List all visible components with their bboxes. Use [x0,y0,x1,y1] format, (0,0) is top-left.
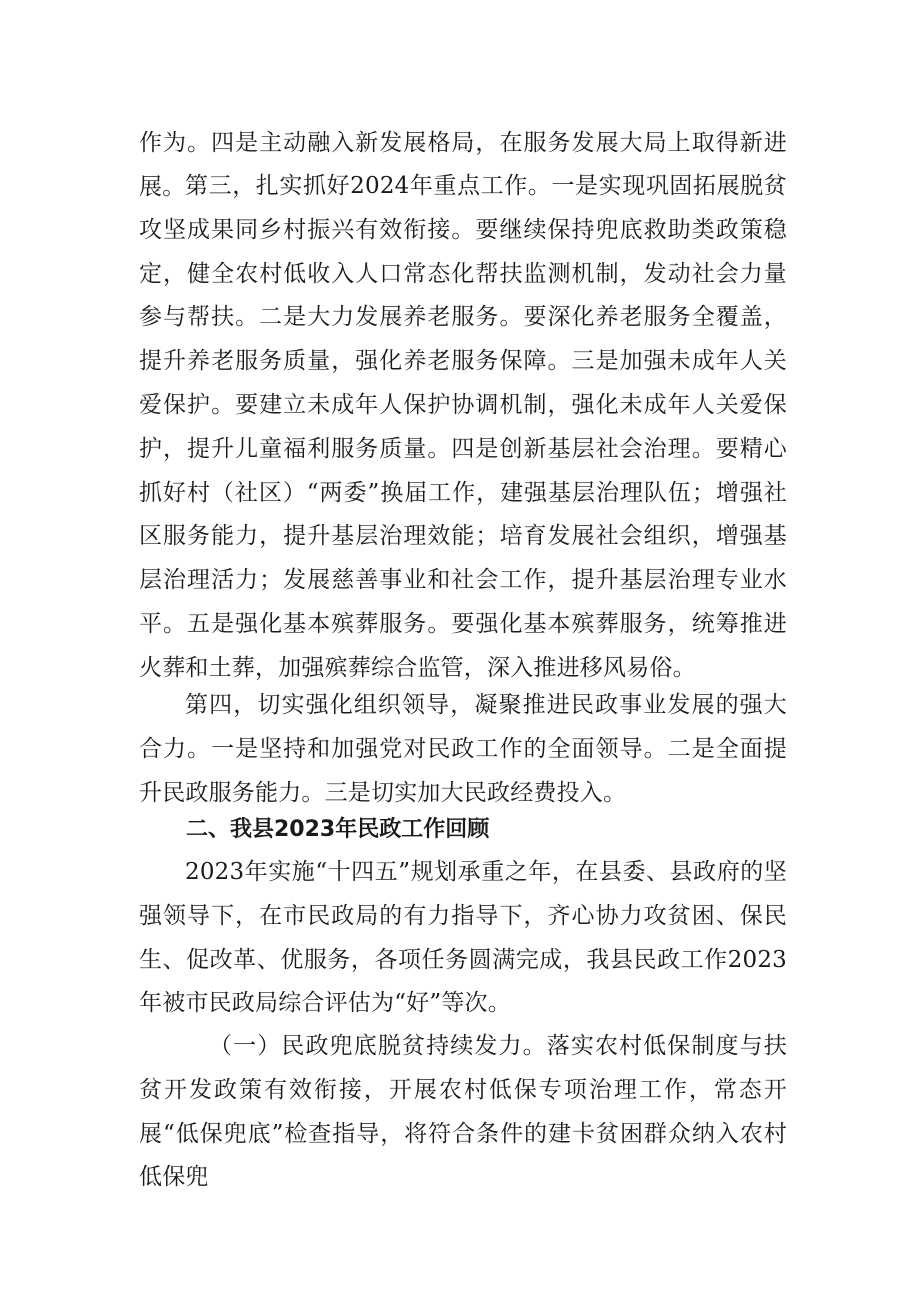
paragraph-organization-leadership: 第四，切实强化组织领导，凝聚推进民政事业发展的强大合力。一是坚持和加强党对民政工作的全面领导。二是全面提升民政服务能力。三是切实加大民政经费投入。 [139,692,787,806]
paragraph-continuation: 作为。四是主动融入新发展格局，在服务发展大局上取得新进展。 [139,130,787,200]
paragraph-2023-summary: 2023年实施“十四五”规划承重之年，在县委、县政府的坚强领导下，在市民政局的有力指导下，齐心协力攻贫困、保民生、促改革、优服务，各项任务圆满完成，我县民政工作2023年被市民政局综合评估为“好”等次。 [139,859,787,1017]
section-heading-2023-review: 二、我县2023年民政工作回顾 [186,817,490,842]
paragraph-subsection-one: （一）民政兜底脱贫持续发力。落实农村低保制度与扶贫开发政策有效衔接，开展农村低保专项治理工作，常态开展“低保兜底”检查指导，将符合条件的建卡贫困群众纳入农村低保兜 [139,1033,787,1191]
paragraph-key-work-2024: 第三，扎实抓好2024年重点工作。一是实现巩固拓展脱贫攻坚成果同乡村振兴有效衔接。要继续保持兜底救助类政策稳定，健全农村低收入人口常态化帮扶监测机制，发动社会力量参与帮扶。二是大力发展养老服务。要深化养老服务全覆盖，提升养老服务质量，强化养老服务保障。三是加强未成年人关爱保护。要建立未成年人保护协调机制，强化未成年人关爱保护，提升儿童福利服务质量。四是创新基层社会治理。要精心抓好村（社区）“两委”换届工作，建强基层治理队伍；增强社区服务能力，提升基层治理效能；培育发展社会组织，增强基层治理活力；发展慈善事业和社会工作，提升基层治理专业水平。五是强化基本殡葬服务。要强化基本殡葬服务，统筹推进火葬和土葬，加强殡葬综合监管，深入推进移风易俗。 [139,173,787,681]
